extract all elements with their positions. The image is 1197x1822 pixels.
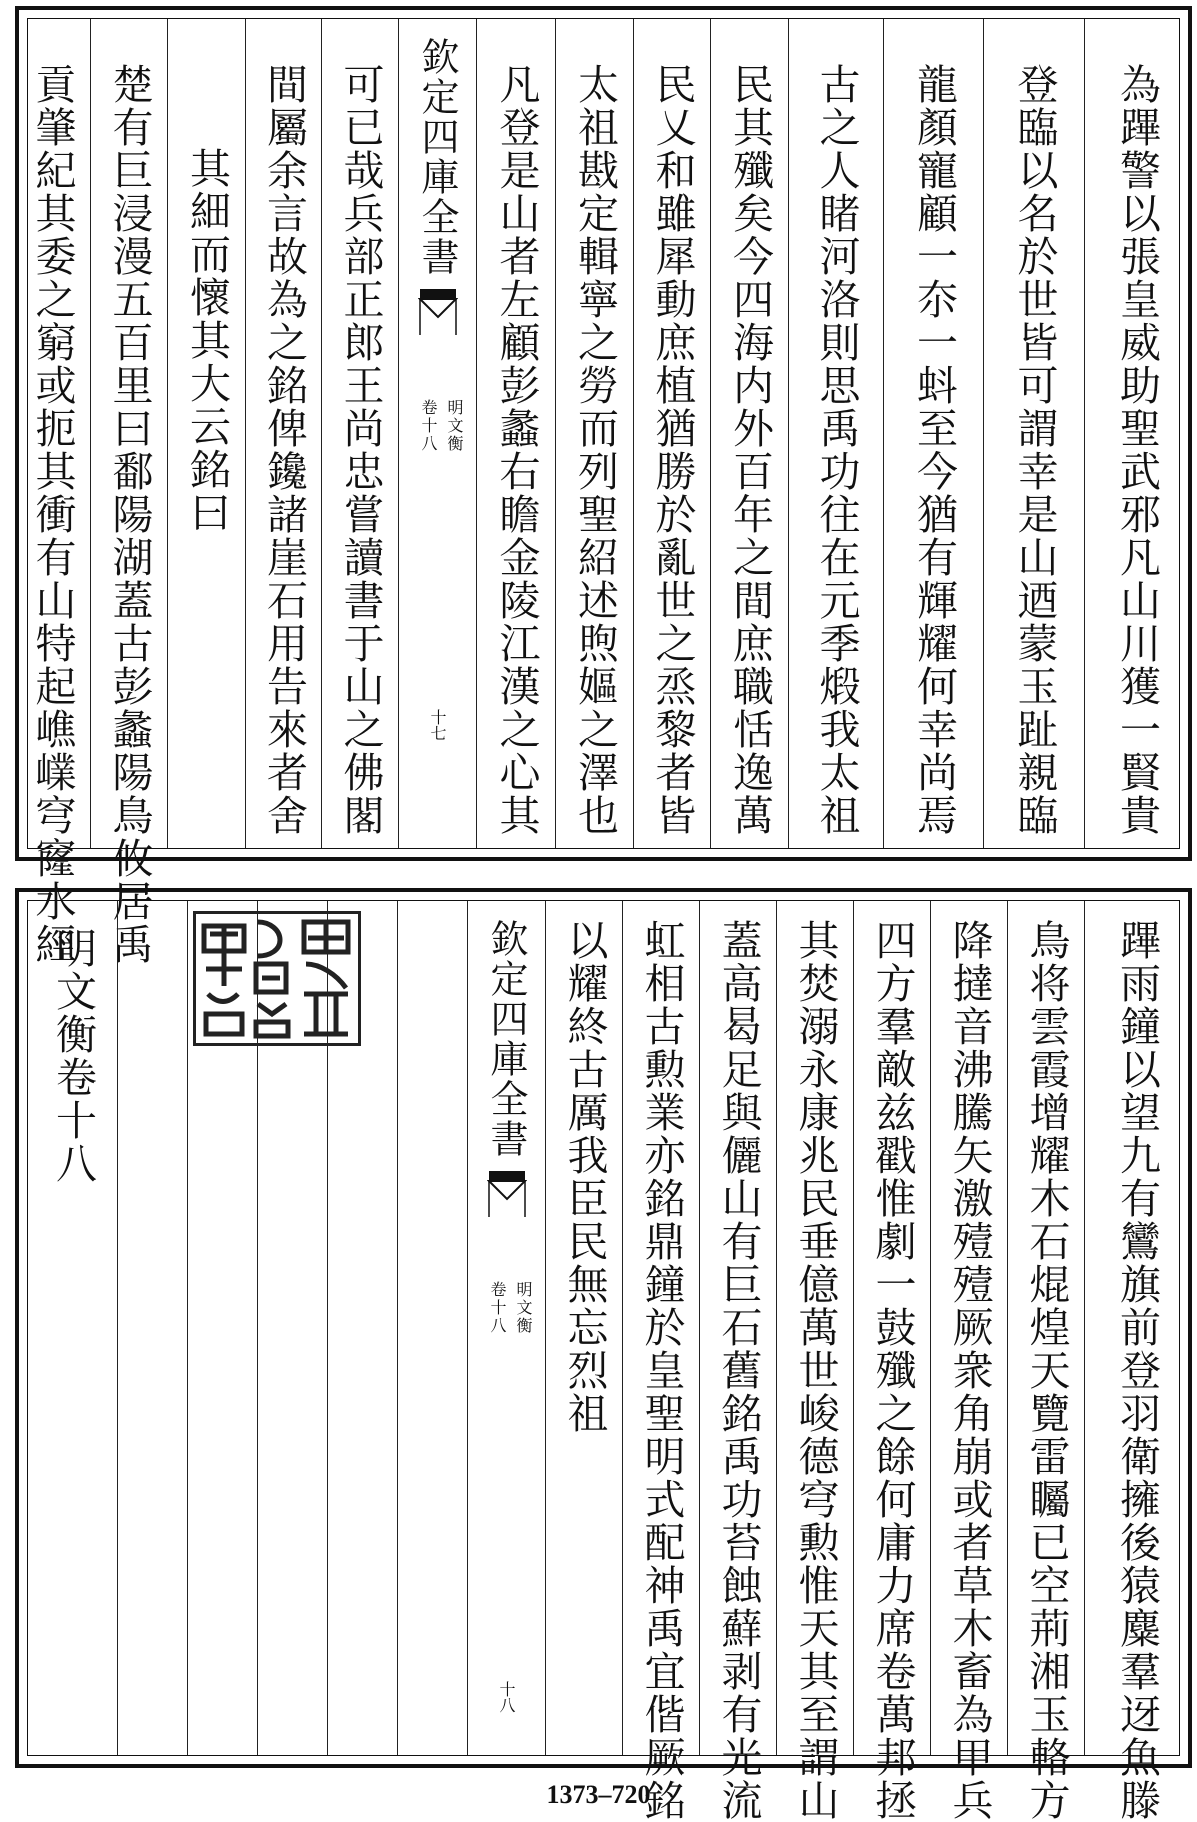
catalog-number: 1373–720 [546, 1780, 651, 1809]
banner-volume-name: 明文衡 [445, 399, 464, 453]
text-column: 為蹕警以張皇威助聖武邪凡山川獲一賢貴 [1113, 63, 1161, 837]
fishtail-mark-icon [487, 1171, 527, 1217]
banner-title: 欽定四庫全書 [415, 37, 459, 277]
text-column: 其細而懷其大云銘曰 [168, 19, 246, 848]
banner-page-number: 十八 [497, 1681, 516, 1713]
text-column: 鳥将雲霞增耀木石焜煌天覽雷矚已空荊湘玉輅方 [1008, 901, 1085, 1755]
banner-volume-number: 卷十八 [419, 399, 438, 453]
center-banner [399, 19, 477, 848]
banner-volume-number: 卷十八 [488, 1281, 507, 1335]
volume-end-title: 明文衡卷十八 [49, 927, 97, 1185]
top-page [15, 6, 1192, 966]
text-column: 太祖戡定輯寧之勞而列聖紹述煦嫗之澤也 [556, 19, 634, 848]
text-column: 龍顏寵顧一夵一蚪至今猶有輝耀何幸尚焉 [884, 19, 984, 848]
empty-column [398, 901, 468, 1755]
text-column: 楚有巨浸漫五百里曰鄱陽湖蓋古彭蠡陽鳥攸居禹 [91, 19, 168, 848]
imperial-seal [193, 911, 361, 1046]
text-column: 其焚溺永康兆民垂億萬世峻德穹勲惟天其至謂山 [777, 901, 854, 1755]
banner-title: 欽定四庫全書 [484, 919, 528, 1159]
center-banner [468, 901, 546, 1755]
text-column: 登臨以名於世皆可謂幸是山迺蒙玉趾親臨 [984, 19, 1085, 848]
fishtail-mark-icon [418, 289, 458, 335]
text-column: 民其殲矣今四海内外百年之間庶職恬逸萬 [711, 19, 789, 848]
text-column: 虹相古勲業亦銘鼎鐘於皇聖明式配神禹宜偕厥銘 [623, 901, 700, 1755]
text-column: 貢肇紀其委之窮或扼其衝有山特起嶕嶫穹窿水經 [14, 19, 91, 848]
text-column: 四方羣敵兹戳惟劇一鼓殲之餘何庸力席卷萬邦拯 [854, 901, 931, 1755]
top-page-frame [27, 18, 1180, 966]
text-column: 民乂和雖犀動庶植猶勝於亂世之烝黎者皆 [634, 19, 711, 848]
text-column: 間屬余言故為之銘俾鑱諸崖石用告來者舍 [246, 19, 322, 848]
empty-column [118, 901, 188, 1755]
text-column: 蓋高曷足與儷山有巨石舊銘禹功苔蝕蘚剥有光流 [700, 901, 777, 1755]
text-column: 凡登是山者左顧彭蠡右瞻金陵江漢之心其 [477, 19, 556, 848]
banner-page-number: 十七 [428, 709, 447, 741]
banner-volume-name: 明文衡 [514, 1281, 533, 1335]
text-column: 蹕雨鐘以望九有鸞旗前登羽衛擁後猿麋羣迓魚滕 [1113, 919, 1161, 1822]
text-column: 以耀終古厲我臣民無忘烈祖 [546, 901, 623, 1755]
text-column: 古之人睹河洛則思禹功往在元季煅我太祖 [789, 19, 884, 848]
text-column: 降撻音沸騰矢激殪殪厥衆角崩或者草木畜為甲兵 [931, 901, 1008, 1755]
text-column: 可已哉兵部正郎王尚忠嘗讀書于山之佛閣 [322, 19, 399, 848]
end-title-column [28, 901, 118, 1755]
seal-script-icon [196, 914, 358, 1043]
